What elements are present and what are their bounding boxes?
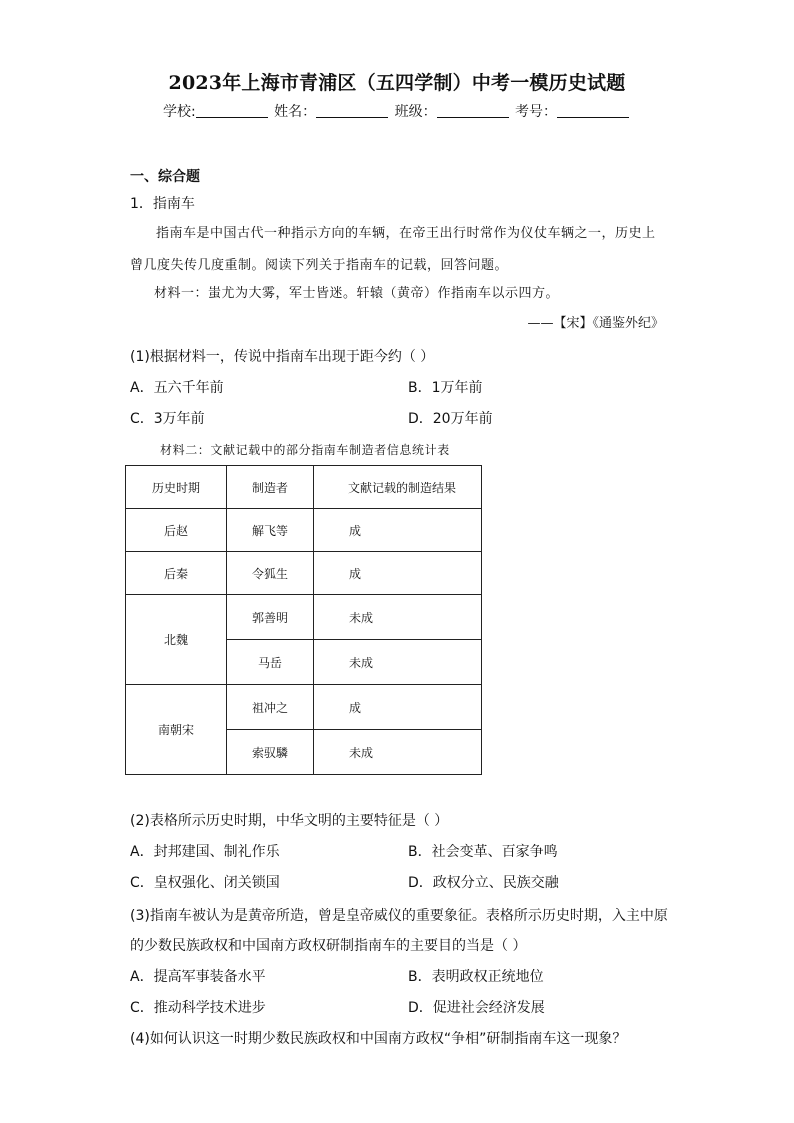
school-label: 学校: xyxy=(162,104,196,120)
table-header: 文献记载的制造结果 xyxy=(314,466,482,509)
q3-option-c[interactable]: C．推动科学技术进步 xyxy=(130,1000,266,1016)
q2-option-b[interactable]: B．社会变革、百家争鸣 xyxy=(408,844,558,860)
period-cell: 后赵 xyxy=(126,509,227,552)
school-blank[interactable] xyxy=(196,104,268,118)
name-blank[interactable] xyxy=(316,104,388,118)
maker-cell: 解飞等 xyxy=(227,509,314,552)
maker-cell: 郭善明 xyxy=(227,595,314,640)
exam-number-label: 考号： xyxy=(515,104,558,120)
table-row xyxy=(126,509,482,552)
class-blank[interactable] xyxy=(437,104,509,118)
table-row xyxy=(126,552,482,595)
q1-stem: (1)根据材料一，传说中指南车出现于距今约（ ） xyxy=(130,349,435,365)
intro-paragraph: 指南车是中国古代一种指示方向的车辆，在帝王出行时常作为仪仗车辆之一，历史上曾几度失传几度重制。阅读下列关于指南车的记载，回答问题。 xyxy=(130,226,656,273)
table-header: 历史时期 xyxy=(126,466,227,509)
result-cell: 成 xyxy=(314,509,482,552)
name-label: 姓名： xyxy=(274,104,317,120)
result-cell: 成 xyxy=(314,685,482,730)
q2-stem: (2)表格所示历史时期，中华文明的主要特征是（ ） xyxy=(130,813,449,829)
period-cell: 后秦 xyxy=(126,552,227,595)
table-row xyxy=(126,595,482,640)
result-cell: 未成 xyxy=(314,730,482,775)
section-heading: 一、综合题 xyxy=(130,169,200,185)
q3-stem-line-1: (3)指南车被认为是黄帝所造，曾是皇帝威仪的重要象征。表格所示历史时期，入主中原 xyxy=(130,908,668,924)
q3-option-d[interactable]: D．促进社会经济发展 xyxy=(408,1000,545,1016)
q2-option-d[interactable]: D．政权分立、民族交融 xyxy=(408,875,559,891)
table-header: 制造者 xyxy=(227,466,314,509)
question-heading: 1．指南车 xyxy=(130,196,195,212)
maker-cell: 马岳 xyxy=(227,640,314,685)
maker-table xyxy=(125,465,482,775)
q1-option-c[interactable]: C．3万年前 xyxy=(130,411,205,427)
q1-option-b[interactable]: B．1万年前 xyxy=(408,380,483,396)
maker-cell: 令狐生 xyxy=(227,552,314,595)
maker-cell: 祖冲之 xyxy=(227,685,314,730)
exam-number-blank[interactable] xyxy=(557,104,629,118)
q1-option-a[interactable]: A．五六千年前 xyxy=(130,380,224,396)
q2-option-c[interactable]: C．皇权强化、闭关锁国 xyxy=(130,875,280,891)
q1-option-d[interactable]: D．20万年前 xyxy=(408,411,493,427)
q4-stem: (4)如何认识这一时期少数民族政权和中国南方政权“争相”研制指南车这一现象？ xyxy=(130,1031,627,1047)
maker-cell: 索驭驎 xyxy=(227,730,314,775)
q3-option-b[interactable]: B．表明政权正统地位 xyxy=(408,969,544,985)
result-cell: 成 xyxy=(314,552,482,595)
material-one: 材料一：蚩尤为大雾，军士皆迷。轩辕（黄帝）作指南车以示四方。 xyxy=(154,286,560,301)
result-cell: 未成 xyxy=(314,595,482,640)
table-header-row xyxy=(126,466,482,509)
material-two-caption: 材料二：文献记载中的部分指南车制造者信息统计表 xyxy=(160,443,450,457)
student-info-row xyxy=(0,101,794,121)
q3-option-a[interactable]: A．提高军事装备水平 xyxy=(130,969,266,985)
period-cell: 北魏 xyxy=(126,595,227,685)
table-row xyxy=(126,685,482,730)
period-cell: 南朝宋 xyxy=(126,685,227,775)
q3-stem-line-2: 的少数民族政权和中国南方政权研制指南车的主要目的当是（ ） xyxy=(130,938,527,954)
q2-option-a[interactable]: A．封邦建国、制礼作乐 xyxy=(130,844,280,860)
class-label: 班级： xyxy=(394,104,437,120)
material-one-source: ——【宋】《通鉴外纪》 xyxy=(527,316,664,331)
result-cell: 未成 xyxy=(314,640,482,685)
page-title: 2023年上海市青浦区（五四学制）中考一模历史试题 xyxy=(168,72,626,94)
